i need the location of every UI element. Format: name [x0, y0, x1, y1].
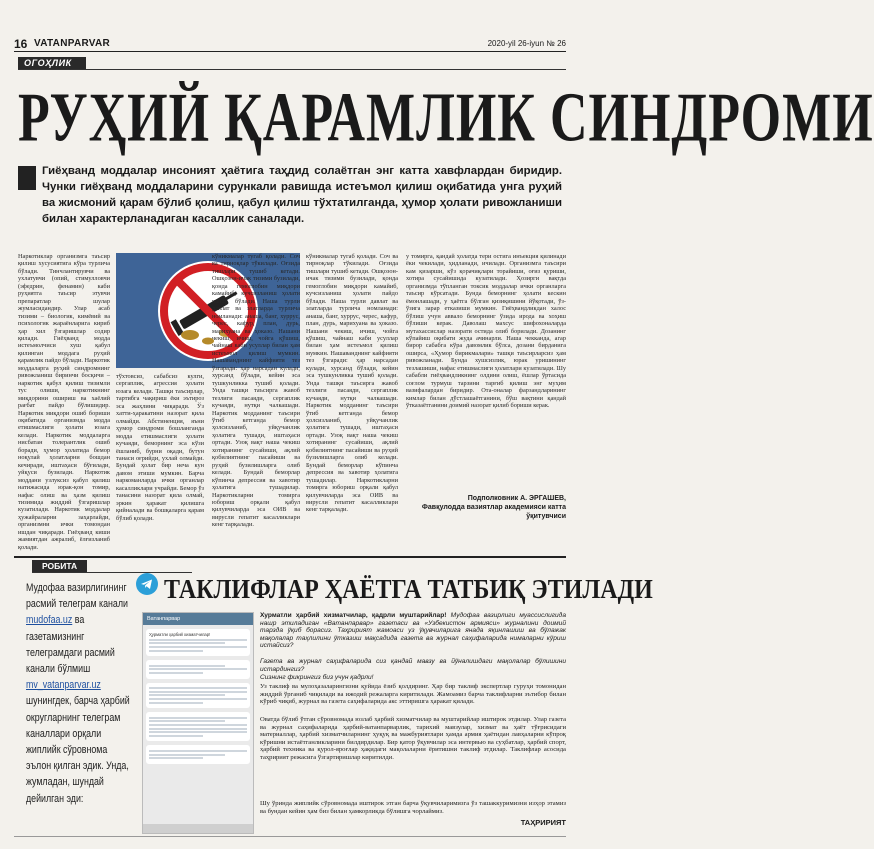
rubric-label-2: РОБИТА — [32, 560, 87, 572]
newspaper-name: VATANPARVAR — [34, 38, 111, 49]
article2-paragraph-1: Уз таклиф ва мулоҳазаларингизни қуйида ёзиб қолдиринг. Ҳар бир таклиф экспертлар гуруҳи томонидан жиддий ўрганиб чиқилади ва ижодий режаларга киритилади. Жамоамиз барча таклифларни эътибор билан кўриб чиқиб, журнал ва газета саҳифаларида акс эттиришга ҳаракат қилади. — [260, 683, 566, 705]
author-title: Фавқулодда вазиятлар академияси катта ўқитувчиси — [421, 504, 566, 520]
sidebar-text-3: шунингдек, барча ҳарбий округларнинг телеграм каналлари орқали жиплийк сўровнома эълон қилган эдик. Унда, жумладан, шундай дейилган эди: — [26, 695, 130, 805]
rubric-label: ОГОҲЛИК — [18, 57, 86, 70]
phone-message — [146, 745, 250, 763]
article-column-1: Наркотиклар организмга таъсир қилиш хусусиятига кўра турлича бўлади. Тинчлантирувчи ва ухлатувчи (опий, стимулловчи (эфедрин, фенамин) каби руҳиятга таъсир этувчи препаратлар шулар жумласидандир. Улар асаб тизими – биологик, кимёвий ва психологик жараёнларига кириб ҳар хил ўзгаришлар содир қилади. Гиёҳванд модда истеъмолчиси хуш қабул қилинган моддага руҳий қарамлик пайдо бўлади. Наркотик моддаларга руҳий синдромнинг ривожланиш биринчи босқичи – наркотик қабул қилиш тизимли тус олиши, наркотикнинг миқдорини ошириш ва хаёлий рағбат пайдо бўлишидир. Наркотик миқдори ошиб бориши оқибатида организмда модда етишмаслиги ҳолати юзага келади. Наркотик моддаларга нисбатан толерантлик ошиб боради, ҳумор ҳолатида бемор ноқулай ҳолатларни бошдан кечиради, иштаҳаси бўғилади, уйқуси бузилади. Наркотик моддани узлуксиз қабул қилиш натижасида юрак-қон томир, нафас олиш ва ҳазм қилиш тизимида жиддий ўзгаришлар кузатилади. Наркотик моддалар ҳужайраларни заҳарлайди, организмни ички томондан ишдан чиқаради. Гиёҳванд киши жамиятдан ажралиб, ёлғизланиб қолади. — [18, 253, 110, 551]
phone-channel-bar: Ватанпарвар — [143, 613, 253, 625]
phone-message-title: Ҳурматли ҳарбий хизматчилар! — [149, 632, 211, 637]
phone-message — [146, 712, 250, 741]
phone-nav-bar — [143, 824, 253, 833]
article-column-3: кўникмалар тугаб қолади. Соч ва тирноқлар тўкилади. Оғзида тишлари тушиб кетади. Ошқозон-ичак тизими бузилади, қонда гемоглобин миқдори камайиб, кучсизланиш ҳолати пайдо бўлади. Наша турли давлат ва элатларда турлича номланади: анаша, банг, хуррус, черес, кафур, план, дурь, марихуана ва ҳоказо. Нашани чекиш, ичиш, чойга қўшиш, чайнаш каби усуллар билан ҳам истеъмол қилиш мумкин. Нашаванднинг кайфияти тез ўзгаради: ҳар нарсадан кулади, хурсанд бўлади, кейин эса тушкунликка тушиб қолади. Унда ташқи таъсирга жавоб тезлиги пасаяди, сергаплик кучаяди, нутқи чалкашади. Наркотик модданинг таъсири ўтиб кетганда бемор ҳолсизланиб, уйқучанлик ҳолатига тушади, иштаҳаси ортади. Узоқ вақт наша чекиш хотиранинг сусайиши, ақлий қобилиятнинг пасайиши ва руҳий бузилишларга олиб келади. Бундай беморлар кўпинча депрессия ва хавотир ҳолатига тушадилар. Наркотикларни томирга юбориш орқали қабул қилувчиларда эса ОИВ ва вирусли гепатит касалликлари кенг тарқалади. — [212, 253, 300, 529]
telegram-icon — [136, 573, 158, 595]
article-column-5: у томирга, қандай ҳолатда тери остига инъекция қилинади ёки чекилади, ҳидланади, ичилади. Организмга таъсири кам қизарши, кўз қорачиқлари торайиши, оғиз қуриши, хотира сусайишида кузатилади. Ҳозирги вақтда организмда тўпланган токсик моддалар ички органларга таъсир кўрсатади. Бунда беморнинг ҳолати кескин ёмонлашади, у ҳаётга бўлган қизиқишини йўқотади, ўз-ўзига зарар етказиши мумкин. Гиёҳвандликдан халос бўлиш учун аввало беморнинг ўзида ирода ва хоҳиш бўлиши керак. Даволаш махсус шифохоналарда мутахассислар назорати остида олиб борилади. Дозанинг кўпайиш оқибати жуда ачинарли. Наша чекканда, агар бирор сабабга кўра давомлик бўлса, дозани бирданига оширса, «Ҳумор бирикмалари» ташқи таъсирларсиз ҳам ривожланади. Бунда хушсизлик, юрак уришининг тезлашиши, нафас етишмаслиги ҳолатлари кузатилади. Шу сабабли гиёҳвандликнинг олдини олиш, ёшлар ўртасида соғлом турмуш тарзини тарғиб қилиш энг муҳим вазифалардан биридир. Ота-оналар фарзандларининг кимлар билан дўстлашаётганини, бўш вақтини қандай ўтказаётганини доимий назорат қилиб бориши керак. — [406, 253, 566, 410]
article2-headline: ТАКЛИФЛАР ҲАЁТГА ТАТБИҚ ЭТИЛАДИ — [164, 575, 653, 605]
sidebar-text-2: ва газетамизнинг телеграмдаги расмий канали бўлмиш — [26, 614, 115, 676]
page-number: 16 — [14, 37, 28, 51]
sidebar-text-1: Мудофаа вазирлигининг расмий телеграм канали — [26, 582, 128, 611]
author-name: Подполковник А. ЭРГАШЕВ, — [467, 495, 566, 502]
article2-paragraph-3: Шу ўринда жиплийк сўровномада иштирок этган барча ўқувчиларимизга ўз ташаккуримизни изҳор этамиз ва бундан кейин ҳам биз билан ҳамкорликда бўлишга чорлаймиз. — [260, 800, 566, 815]
article-author — [406, 494, 566, 521]
survey-quote — [260, 612, 566, 650]
sidebar-link-mudofaa[interactable]: mudofaa.uz — [26, 614, 73, 627]
article2-author: ТАҲРИРИЯТ — [520, 818, 566, 827]
survey-question: Газета ва журнал саҳифаларида сиз қандай мавзу ва йўналишдаги мақолалар бўлишини истардингиз? — [260, 658, 566, 673]
survey-quote-body: Мудофаа вазирлиги муассислигида нашр этиладиган «Ватанпарвар» газетаси ва «Узбекистон армияси» журналини доимий тарзда ўқиб борасиз. Таҳририят жамоаси уз ўқувчиларига янада яқинлашиш ва бўлажак мақолалар таҳлилини ўтказиш мақсадида газета ва журнал саҳифаларида нималарни кўриш истайсиз? — [260, 612, 566, 649]
article-column-2: тўхтовсиз, сабабсиз кулги, сергаплик, агрессия ҳолати юзага келади. Ташқи таъсирлар, тартибга чақириш ёки эътироз эса жаҳлини чиқаради. Ўз хатти-ҳаракатини назорат қила олмайди. Абстиненция, яъни ҳумор синдроми бошланганда модда етишмаслиги ҳолати кучаяди, беморнинг эса кўзи ёшланиб, бурни оқади, бутун танаси оғрийди, ухлай олмайди. Бундай ҳолат бир неча кун давом этиши мумкин. Барча наркоманларда ички органлар касалликлари учрайди. Бемор ўз танасини назорат қила олмай, эркин ҳаракат қилишга қийналади ва бошқаларга қарам бўлиб қолади. — [116, 373, 204, 522]
sidebar-text — [26, 580, 132, 807]
sidebar-link-vatanparvar[interactable]: mv_vatanparvar.uz — [26, 679, 101, 692]
phone-message — [146, 683, 250, 709]
phone-screenshot — [142, 612, 254, 834]
lead-marker — [18, 166, 36, 190]
bottom-rule — [14, 836, 566, 837]
section-separator — [14, 556, 566, 558]
article2-paragraph-2: Оватда бўлиб ўтган сўровномада юзлаб ҳарбий хизматчилар ва муштарийлар иштирок этдилар. Улар газета ва журнал саҳифаларида ҳарбий-ватанпарварлик, тарихий мавзулар, хизмат ва ҳаёт тўғрисидаги материаллар, ҳарбий хизматчиларнинг ҳуқуқ ва мажбуриятлари ҳамда армия ҳаётидан лавҳаларни кўпроқ кўришни истаётганликларини билдирдилар. Бир қатор ўқувчилар эса интервью ва суҳбатлар, ҳарбий спорт, ҳарбий техника ва қурол-яроғлар ҳақидаги мақолаларни ёритишни таклиф этдилар. Таклифлар асосида таҳририят режасига ўзгартиришлар киритилди. — [260, 716, 566, 761]
survey-note: Сизнинг фикрингиз биз учун қадрли! — [260, 674, 374, 681]
phone-message — [146, 660, 250, 678]
article-headline: РУҲИЙ ҚАРАМЛИК СИНДРОМИ — [18, 79, 874, 157]
article-lead: Гиёҳванд моддалар инсоният ҳаётига таҳдид солаётган энг катта хавфлардан биридир. Чунки гиёҳванд моддаларини сурункали равишда истеъмол қилиш оқибатида унга руҳий ва жисмоний қарам бўлиб қолиш, қабул қилиш тўхтатилганда, ҳумор ҳолати ривожланиши билан характерланадиган касаллик саналади. — [42, 165, 562, 225]
page-header — [14, 38, 566, 52]
issue-date: 2020-yil 26-iyun № 26 — [487, 39, 566, 48]
survey-quote-heading: Хурматли ҳарбий хизматчилар, қадрли муштарийлар! — [260, 612, 447, 619]
article-column-4a: кўникмалар тугаб қолади. Соч ва тирноқлар тўкилади. Оғзида тишлари тушиб кетади. Ошқозон-ичак тизими бузилади, қонда гемоглобин миқдори камайиб, кучсизланиш ҳолати пайдо бўлади. Наша турли давлат ва элатларда турлича номланади: анаша, банг, хуррус, черес, кафур, план, дурь, марихуана ва ҳоказо. Нашани чекиш, ичиш, чойга қўшиш, чайнаш каби усуллар билан ҳам истеъмол қилиш мумкин. Нашаванднинг кайфияти тез ўзгаради: ҳар нарсадан кулади, хурсанд бўлади, кейин эса тушкунликка тушиб қолади. Унда ташқи таъсирга жавоб тезлиги пасаяди, сергаплик кучаяди, нутқи чалкашади. Наркотик модданинг таъсири ўтиб кетганда бемор ҳолсизланиб, уйқучанлик ҳолатига тушади, иштаҳаси ортади. Узоқ вақт наша чекиш хотиранинг сусайиши, ақлий қобилиятнинг пасайиши ва руҳий бузилишларга олиб келади. Бундай беморлар кўпинча депрессия ва хавотир ҳолатига тушадилар. Наркотикларни томирга юбориш орқали қабул қилувчиларда эса ОИВ ва вирусли гепатит касалликлари кенг тарқалади. — [306, 253, 398, 514]
phone-message — [146, 629, 250, 656]
